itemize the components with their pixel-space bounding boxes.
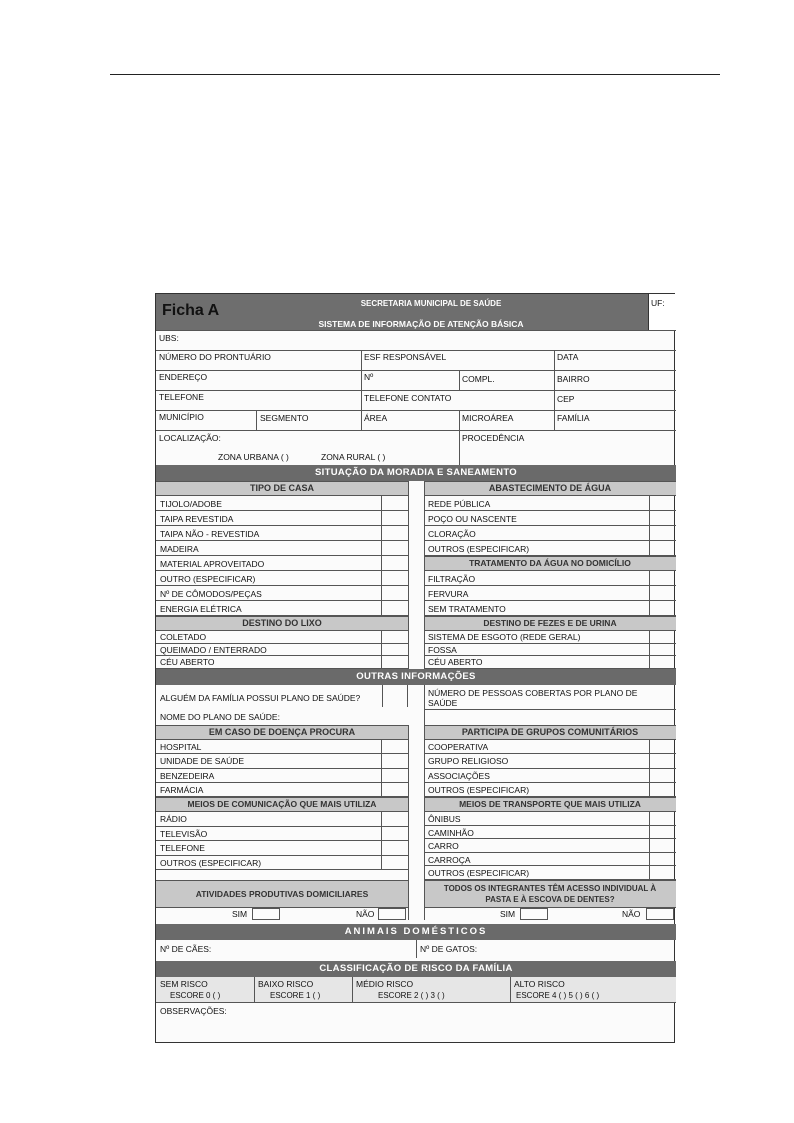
tratamento-row	[424, 571, 676, 586]
doenca-checkbox[interactable]	[381, 783, 408, 797]
tratamento-label: FILTRAÇÃO	[428, 574, 476, 584]
comunicacao-header: MEIOS DE COMUNICAÇÃO QUE MAIS UTILIZA	[156, 797, 408, 812]
grid-line	[156, 430, 676, 431]
page-top-rule	[110, 74, 720, 75]
grid-line	[156, 410, 676, 411]
abastecimento-checkbox[interactable]	[649, 526, 676, 541]
pessoas-cobertas-field[interactable]: NÚMERO DE PESSOAS COBERTAS POR PLANO DE SAÚDE	[428, 688, 638, 708]
lixo-label: CÉU ABERTO	[160, 657, 215, 668]
lixo-header: DESTINO DO LIXO	[156, 616, 408, 631]
lixo-label: COLETADO	[160, 632, 207, 642]
plano-question: ALGUÉM DA FAMÍLIA POSSUI PLANO DE SAÚDE?	[160, 693, 361, 703]
tipo-casa-label: OUTRO (ESPECIFICAR)	[160, 574, 256, 584]
fezes-label: FOSSA	[428, 644, 457, 655]
moradia-section-bar: SITUAÇÃO DA MORADIA E SANEAMENTO	[156, 465, 676, 481]
comunicacao-row	[156, 812, 408, 827]
tipo-casa-label: TAIPA REVESTIDA	[160, 514, 234, 524]
tipo-casa-label: TAIPA NÃO - REVESTIDA	[160, 529, 260, 539]
prontuario-field[interactable]: NÚMERO DO PRONTUÁRIO	[159, 352, 271, 362]
lixo-row	[156, 656, 408, 669]
transporte-checkbox[interactable]	[649, 866, 676, 880]
grid-line	[416, 940, 417, 958]
doenca-row	[156, 783, 408, 797]
transporte-label: CARRO	[428, 841, 459, 852]
transporte-header: MEIOS DE TRANSPORTE QUE MAIS UTILIZA	[424, 797, 676, 812]
grid-line	[156, 390, 676, 391]
grid-line	[408, 481, 409, 669]
tratamento-row	[424, 586, 676, 601]
grupos-checkbox[interactable]	[649, 740, 676, 754]
doenca-checkbox[interactable]	[381, 740, 408, 754]
tipo-casa-checkbox[interactable]	[381, 541, 408, 556]
tipo-casa-row	[156, 586, 408, 601]
caes-field[interactable]: Nº DE CÃES:	[160, 944, 212, 954]
tratamento-checkbox[interactable]	[649, 586, 676, 601]
baixo-risco-label: BAIXO RISCO	[258, 979, 314, 989]
grid-line	[510, 977, 511, 1003]
grupos-row	[424, 754, 676, 768]
abastecimento-row	[424, 526, 676, 541]
sem-risco-label: SEM RISCO	[160, 979, 208, 989]
zona-rural-option[interactable]: ZONA RURAL ( )	[321, 452, 386, 462]
abastecimento-label: POÇO OU NASCENTE	[428, 514, 517, 524]
ficha-a-form	[155, 293, 675, 1043]
tratamento-label: SEM TRATAMENTO	[428, 604, 506, 614]
tipo-casa-checkbox[interactable]	[381, 571, 408, 586]
tratamento-label: FERVURA	[428, 589, 469, 599]
tipo-casa-row	[156, 526, 408, 541]
atividades-sim-label: SIM	[232, 909, 248, 919]
grupos-label: OUTROS (ESPECIFICAR)	[428, 784, 530, 795]
tipo-casa-checkbox[interactable]	[381, 526, 408, 541]
grid-line	[424, 709, 676, 710]
grupos-row	[424, 783, 676, 797]
numero-field[interactable]: Nº	[364, 372, 374, 382]
sistema-label: SISTEMA DE INFORMAÇÃO DE ATENÇÃO BÁSICA	[318, 319, 524, 329]
zona-urbana-option[interactable]: ZONA URBANA ( )	[218, 452, 289, 462]
bairro-field[interactable]: BAIRRO	[557, 374, 590, 384]
familia-field[interactable]: FAMÍLIA	[557, 413, 590, 423]
tipo-casa-label: MATERIAL APROVEITADO	[160, 559, 265, 569]
escova-nao-label: NÃO	[622, 909, 641, 919]
grid-line	[424, 685, 425, 920]
tipo-casa-row	[156, 541, 408, 556]
transporte-row	[424, 812, 676, 826]
grid-line	[554, 410, 555, 430]
data-field[interactable]: DATA	[557, 352, 579, 362]
escova-sim-label: SIM	[500, 909, 516, 919]
form-title: Ficha A	[162, 302, 220, 319]
grid-line	[156, 350, 676, 351]
comunicacao-checkbox[interactable]	[381, 812, 408, 827]
comunicacao-label: TELEFONE	[160, 843, 205, 853]
tipo-casa-label: Nº DE CÔMODOS/PEÇAS	[160, 589, 262, 599]
fezes-row	[424, 644, 676, 657]
tipo-casa-row	[156, 496, 408, 511]
abastecimento-checkbox[interactable]	[649, 511, 676, 526]
grid-line	[554, 350, 555, 410]
transporte-row	[424, 826, 676, 840]
fezes-checkbox[interactable]	[649, 631, 676, 644]
doenca-label: BENZEDEIRA	[160, 770, 215, 781]
nome-plano-field[interactable]: NOME DO PLANO DE SAÚDE:	[160, 712, 280, 722]
sem-risco-escore[interactable]: ESCORE 0 ( )	[170, 991, 221, 1000]
doenca-row	[156, 754, 408, 768]
doenca-label: FARMÁCIA	[160, 784, 204, 795]
abastecimento-row	[424, 511, 676, 526]
tipo-casa-checkbox[interactable]	[381, 586, 408, 601]
lixo-label: QUEIMADO / ENTERRADO	[160, 644, 267, 655]
tipo-casa-row	[156, 556, 408, 571]
endereco-field[interactable]: ENDEREÇO	[159, 372, 208, 382]
outras-section-bar: OUTRAS INFORMAÇÕES	[156, 669, 676, 685]
escova-sim-box[interactable]	[520, 908, 548, 920]
grupos-label: ASSOCIAÇÕES	[428, 770, 490, 781]
telefone-field[interactable]: TELEFONE	[159, 392, 204, 402]
municipio-field[interactable]: MUNICÍPIO	[159, 412, 204, 422]
cep-field[interactable]: CEP	[557, 394, 575, 404]
comunicacao-label: RÁDIO	[160, 814, 187, 824]
medio-risco-label: MÉDIO RISCO	[356, 979, 414, 989]
abastecimento-row	[424, 496, 676, 511]
grid-line	[361, 350, 362, 430]
procedencia-field[interactable]: PROCEDÊNCIA	[462, 433, 525, 443]
fezes-header: DESTINO DE FEZES E DE URINA	[424, 616, 676, 631]
grupos-checkbox[interactable]	[649, 783, 676, 797]
esf-field[interactable]: ESF RESPONSÁVEL	[364, 352, 447, 362]
transporte-label: CAMINHÃO	[428, 827, 474, 838]
comunicacao-row	[156, 856, 408, 871]
transporte-checkbox[interactable]	[649, 853, 676, 867]
grupos-label: COOPERATIVA	[428, 742, 489, 752]
lixo-checkbox[interactable]	[381, 631, 408, 644]
tratamento-header: TRATAMENTO DA ÁGUA NO DOMICÍLIO	[424, 556, 676, 571]
tratamento-row	[424, 601, 676, 616]
gatos-field[interactable]: Nº DE GATOS:	[420, 944, 478, 954]
grid-line	[156, 370, 676, 371]
grupos-label: GRUPO RELIGIOSO	[428, 756, 509, 767]
transporte-checkbox[interactable]	[649, 826, 676, 840]
secretaria-label: SECRETARIA MUNICIPAL DE SAÚDE	[360, 299, 502, 308]
risco-section-bar: CLASSIFICAÇÃO DE RISCO DA FAMÍLIA	[156, 961, 676, 977]
microarea-field[interactable]: MICROÁREA	[462, 413, 514, 423]
ubs-field[interactable]: UBS:	[159, 333, 179, 343]
grupos-row	[424, 769, 676, 783]
comunicacao-row	[156, 827, 408, 842]
fezes-label: SISTEMA DE ESGOTO (REDE GERAL)	[428, 632, 581, 642]
doenca-header: EM CASO DE DOENÇA PROCURA	[156, 725, 408, 740]
segmento-field[interactable]: SEGMENTO	[260, 413, 309, 423]
atividades-nao-box[interactable]	[378, 908, 406, 920]
escova-header: TODOS OS INTEGRANTES TÊM ACESSO INDIVIDUAL À PASTA E À ESCOVA DE DENTES?	[424, 880, 676, 908]
transporte-row	[424, 839, 676, 853]
alto-risco-escore[interactable]: ESCORE 4 ( ) 5 ( ) 6 ( )	[516, 991, 600, 1000]
grid-line	[352, 977, 353, 1003]
tipo-casa-label: ENERGIA ELÉTRICA	[160, 604, 242, 614]
alto-risco-label: ALTO RISCO	[514, 979, 565, 989]
medio-risco-escore[interactable]: ESCORE 2 ( ) 3 ( )	[378, 991, 445, 1000]
comunicacao-label: OUTROS (ESPECIFICAR)	[160, 857, 262, 868]
transporte-row	[424, 866, 676, 880]
localizacao-label: LOCALIZAÇÃO:	[159, 433, 221, 443]
fezes-checkbox[interactable]	[649, 644, 676, 657]
abastecimento-label: CLORAÇÃO	[428, 529, 476, 539]
abastecimento-row	[424, 541, 676, 556]
tipo-casa-row	[156, 511, 408, 526]
grid-line	[156, 330, 676, 331]
abastecimento-header: ABASTECIMENTO DE ÁGUA	[424, 481, 676, 496]
fezes-row	[424, 656, 676, 669]
tratamento-checkbox[interactable]	[649, 571, 676, 586]
comunicacao-checkbox[interactable]	[381, 841, 408, 856]
tipo-casa-checkbox[interactable]	[381, 556, 408, 571]
abastecimento-checkbox[interactable]	[649, 541, 676, 556]
lixo-row	[156, 631, 408, 644]
abastecimento-label: OUTROS (ESPECIFICAR)	[428, 544, 530, 554]
grid-line	[459, 370, 460, 390]
comunicacao-checkbox[interactable]	[381, 827, 408, 842]
atividades-sim-box[interactable]	[252, 908, 280, 920]
plano-answer-box[interactable]	[382, 685, 408, 707]
fezes-label: CÉU ABERTO	[428, 657, 483, 668]
transporte-label: OUTROS (ESPECIFICAR)	[428, 868, 530, 879]
transporte-label: CARROÇA	[428, 854, 471, 865]
doenca-row	[156, 769, 408, 783]
transporte-label: ÔNIBUS	[428, 814, 461, 824]
grid-line	[254, 977, 255, 1003]
doenca-label: UNIDADE DE SAÚDE	[160, 756, 245, 767]
tipo-casa-row	[156, 571, 408, 586]
transporte-row	[424, 853, 676, 867]
comunicacao-label: TELEVISÃO	[160, 828, 208, 839]
grupos-checkbox[interactable]	[649, 769, 676, 783]
transporte-checkbox[interactable]	[649, 812, 676, 826]
doenca-checkbox[interactable]	[381, 754, 408, 768]
lixo-row	[156, 644, 408, 657]
grid-line	[256, 410, 257, 430]
compl-field[interactable]: COMPL.	[462, 374, 495, 384]
lixo-checkbox[interactable]	[381, 656, 408, 669]
grupos-header: PARTICIPA DE GRUPOS COMUNITÁRIOS	[424, 725, 676, 740]
grid-line	[408, 725, 409, 920]
doenca-label: HOSPITAL	[160, 742, 202, 752]
telefone-contato-field[interactable]: TELEFONE CONTATO	[364, 393, 452, 403]
atividades-header: ATIVIDADES PRODUTIVAS DOMICILIARES	[156, 880, 408, 908]
comunicacao-checkbox[interactable]	[381, 856, 408, 871]
grupos-checkbox[interactable]	[649, 754, 676, 768]
atividades-nao-label: NÃO	[356, 909, 375, 919]
lixo-checkbox[interactable]	[381, 644, 408, 657]
tipo-casa-checkbox[interactable]	[381, 601, 408, 616]
animais-section-bar: ANIMAIS DOMÉSTICOS	[156, 924, 676, 940]
abastecimento-label: REDE PÚBLICA	[428, 499, 491, 509]
comunicacao-row	[156, 841, 408, 856]
doenca-checkbox[interactable]	[381, 769, 408, 783]
observacoes-field[interactable]: OBSERVAÇÕES:	[160, 1006, 227, 1016]
tipo-casa-label: TIJOLO/ADOBE	[160, 499, 222, 509]
tipo-casa-label: MADEIRA	[160, 544, 199, 554]
area-field[interactable]: ÁREA	[364, 413, 388, 423]
escova-nao-box[interactable]	[646, 908, 674, 920]
baixo-risco-escore[interactable]: ESCORE 1 ( )	[270, 991, 321, 1000]
tipo-casa-header: TIPO DE CASA	[156, 481, 408, 496]
grid-line	[459, 410, 460, 465]
fezes-checkbox[interactable]	[649, 656, 676, 669]
transporte-checkbox[interactable]	[649, 839, 676, 853]
tratamento-checkbox[interactable]	[649, 601, 676, 616]
uf-label: UF:	[651, 298, 665, 308]
fezes-row	[424, 631, 676, 644]
tipo-casa-checkbox[interactable]	[381, 511, 408, 526]
tipo-casa-row	[156, 601, 408, 616]
grupos-row	[424, 740, 676, 754]
doenca-row	[156, 740, 408, 754]
tipo-casa-checkbox[interactable]	[381, 496, 408, 511]
abastecimento-checkbox[interactable]	[649, 496, 676, 511]
